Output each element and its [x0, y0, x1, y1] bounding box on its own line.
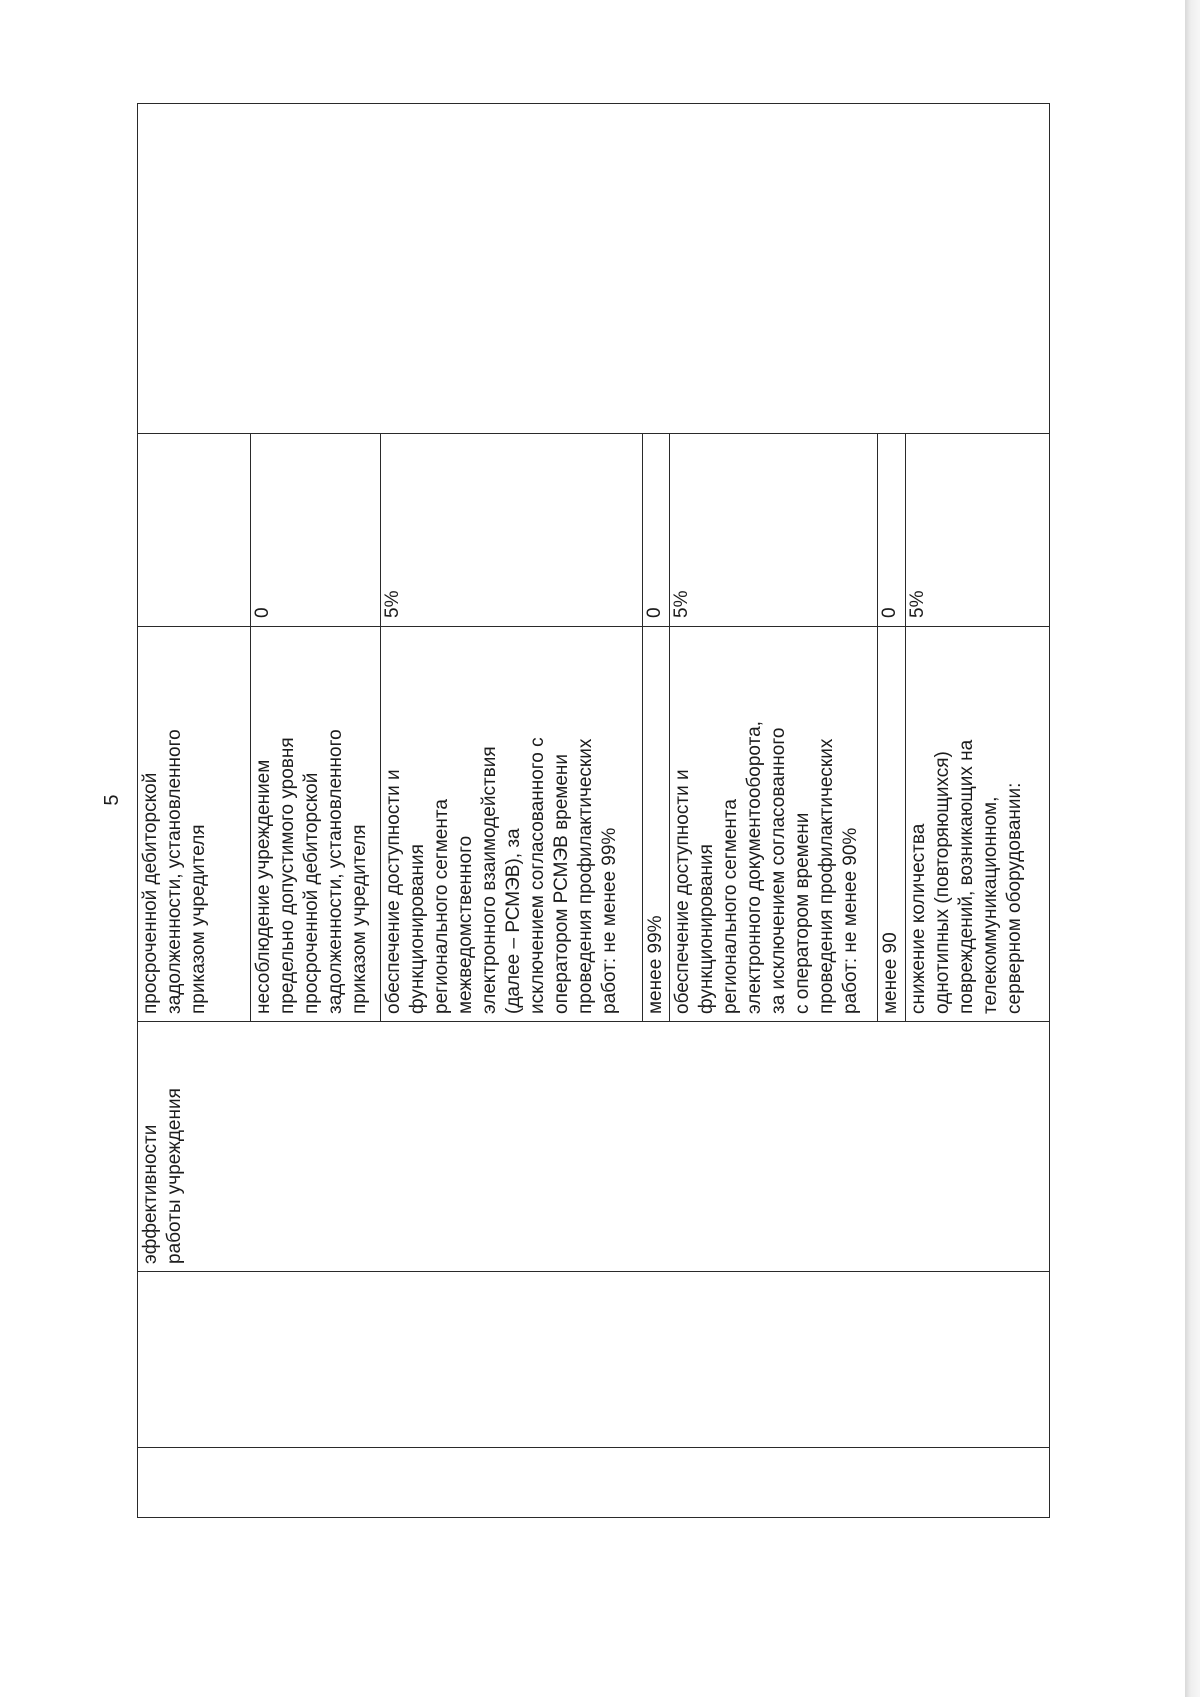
- criterion-cell: несоблюдение учреждением предельно допустимого уровня просроченной дебиторской задолженности, установленного приказом учредителя: [251, 627, 381, 1022]
- scan-edge-shadow: [1185, 0, 1200, 1697]
- value-cell: 5%: [670, 434, 878, 627]
- page-number-text: 5: [101, 794, 123, 806]
- value-cell: [138, 434, 251, 627]
- table-cell-indicator: эффективности работы учреждения: [138, 1022, 1050, 1272]
- rotated-table-container: [137, 104, 1049, 1518]
- value-cell: 0: [251, 434, 381, 627]
- criterion-cell: обеспечение доступности и функционирования регионального сегмента электронного документооборота, за исключением согласованного с оператором времени проведения профилактических работ: не менее 90%: [670, 627, 878, 1022]
- criterion-cell: обеспечение доступности и функционирования регионального сегмента межведомственного электронного взаимодействия (далее – РСМЭВ), за исключением согласованного с оператором РСМЭВ времени проведения профилактических работ: не менее 99%: [381, 627, 643, 1022]
- criteria-table: [137, 103, 1050, 1518]
- table-cell-number: [138, 1448, 1050, 1518]
- value-cell: 0: [643, 434, 670, 627]
- criterion-cell: менее 90: [878, 627, 906, 1022]
- value-cell: 5%: [381, 434, 643, 627]
- value-cell: 0: [878, 434, 906, 627]
- criterion-cell: снижение количества однотипных (повторяющихся) повреждений, возникающих на телекоммуникационном, серверном оборудовании:: [906, 627, 1050, 1022]
- table-cell-empty: [138, 1272, 1050, 1448]
- criterion-cell: просроченной дебиторской задолженности, установленного приказом учредителя: [138, 627, 251, 1022]
- table-row: [138, 104, 251, 1518]
- value-cell: 5%: [906, 434, 1050, 627]
- table-cell-notes: [138, 104, 1050, 434]
- criterion-cell: менее 99%: [643, 627, 670, 1022]
